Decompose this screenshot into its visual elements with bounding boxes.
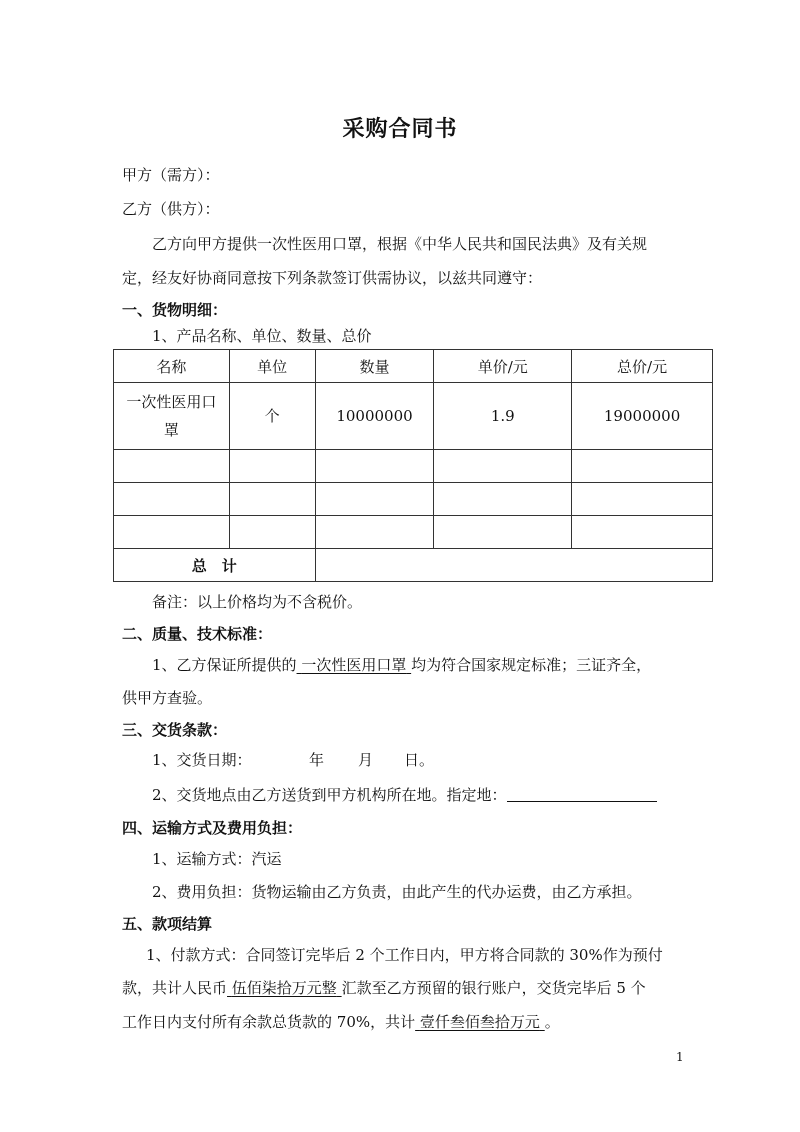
prepayment-amount: 伍佰柒拾万元整 bbox=[231, 979, 337, 997]
section-3-title: 三、交货条款： bbox=[122, 721, 228, 739]
cell-unit: 个 bbox=[229, 383, 315, 450]
section-1-item: 1、产品名称、单位、数量、总价 bbox=[152, 327, 372, 345]
section-4-item-2: 2、费用负担：货物运输由乙方负责，由此产生的代办运费，由乙方承担。 bbox=[152, 883, 642, 901]
intro-line-2: 定，经友好协商同意按下列条款签订供需协议，以兹共同遵守： bbox=[122, 269, 543, 287]
section-4-item-1: 1、运输方式：汽运 bbox=[152, 850, 282, 868]
cell-product-name bbox=[114, 383, 230, 450]
header-cell-unit-price: 单价/元 bbox=[434, 350, 572, 383]
section-5-line-1: 1、付款方式：合同签订完毕后 2 个工作日内，甲方将合同款的 30%作为预付 bbox=[146, 946, 663, 964]
header-cell-total: 总价/元 bbox=[572, 350, 713, 383]
section-2-line-1 bbox=[152, 655, 651, 675]
section-5-line-3-pre: 工作日内支付所有余款总货款的 70%，共计 bbox=[122, 1013, 416, 1031]
table-row-empty bbox=[114, 450, 713, 483]
cell-unit-price: 1.9 bbox=[434, 383, 572, 450]
intro-line-1: 乙方向甲方提供一次性医用口罩，根据《中华人民共和国民法典》及有关规 bbox=[152, 235, 648, 253]
table-total-row bbox=[114, 549, 713, 582]
header-cell-unit: 单位 bbox=[229, 350, 315, 383]
party-b-label: 乙方（供方）： bbox=[122, 200, 220, 218]
designated-place-blank bbox=[507, 787, 657, 802]
cell-quantity: 10000000 bbox=[315, 383, 434, 450]
page-number: 1 bbox=[676, 1050, 684, 1064]
delivery-month: 月 bbox=[358, 751, 374, 769]
party-a-label: 甲方（需方）： bbox=[122, 166, 220, 184]
product-name-line-2: 罩 bbox=[163, 421, 179, 439]
goods-table bbox=[113, 349, 713, 582]
section-5-line-2-pre: 款，共计人民币 bbox=[122, 979, 228, 997]
delivery-day: 日。 bbox=[404, 751, 435, 769]
section-2-text-post: 均为符合国家规定标准；三证齐全， bbox=[411, 656, 652, 674]
total-label: 总 计 bbox=[114, 549, 316, 582]
delivery-date-label: 1、交货日期： bbox=[152, 751, 252, 769]
table-row-empty bbox=[114, 483, 713, 516]
delivery-place-text: 2、交货地点由乙方送货到甲方机构所在地。指定地： bbox=[152, 786, 507, 804]
delivery-year: 年 bbox=[309, 751, 325, 769]
section-4-title: 四、运输方式及费用负担： bbox=[122, 819, 303, 837]
section-5-line-2 bbox=[122, 978, 646, 998]
section-5-line-3-post: 。 bbox=[544, 1013, 560, 1031]
section-2-text-pre: 1、乙方保证所提供的 bbox=[152, 656, 297, 674]
section-1-title: 一、货物明细： bbox=[122, 301, 228, 319]
cell-total: 19000000 bbox=[572, 383, 713, 450]
header-cell-quantity: 数量 bbox=[315, 350, 434, 383]
table-row-empty bbox=[114, 516, 713, 549]
balance-amount: 壹仟叁佰叁拾万元 bbox=[419, 1013, 540, 1031]
price-note: 备注：以上价格均为不含税价。 bbox=[152, 593, 363, 611]
section-2-title: 二、质量、技术标准： bbox=[122, 625, 273, 643]
table-row bbox=[114, 383, 713, 450]
section-5-line-2-post: 汇款至乙方预留的银行账户，交货完毕后 5 个 bbox=[341, 979, 646, 997]
page-title: 采购合同书 bbox=[342, 117, 458, 142]
product-name-line-1: 一次性医用口 bbox=[126, 393, 217, 411]
section-5-line-3 bbox=[122, 1012, 560, 1032]
table-header-row bbox=[114, 350, 713, 383]
section-2-line-2: 供甲方查验。 bbox=[122, 689, 213, 707]
header-cell-name: 名称 bbox=[114, 350, 230, 383]
total-value-cell bbox=[315, 549, 712, 582]
delivery-place bbox=[152, 785, 657, 805]
section-5-title: 五、款项结算 bbox=[122, 915, 213, 933]
section-2-product: 一次性医用口罩 bbox=[301, 656, 407, 674]
